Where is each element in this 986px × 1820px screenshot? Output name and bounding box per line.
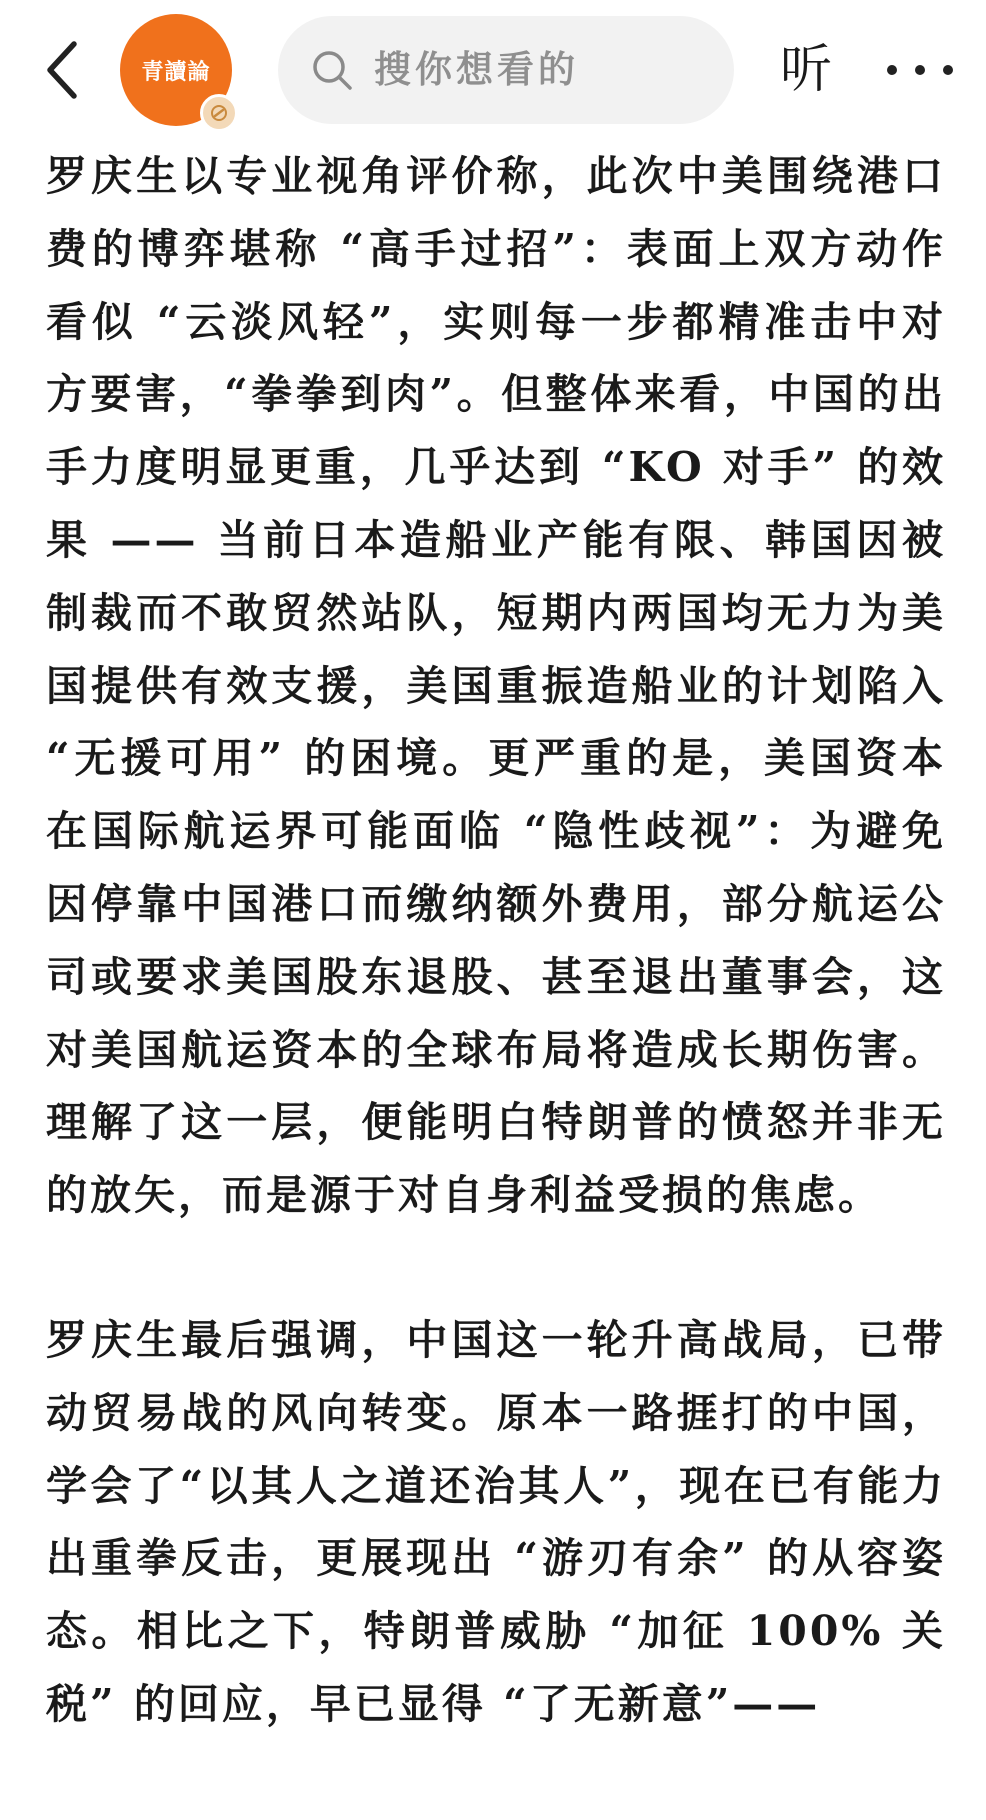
article-body	[46, 140, 946, 1741]
listen-button[interactable]: 听	[780, 40, 833, 100]
search-input[interactable]	[278, 16, 734, 124]
article-paragraph: 罗庆生最后强调，中国这一轮升高战局，已带动贸易战的风向转变。原本一路捱打的中国，学会了“以其人之道还治其人”，现在已有能力出重拳反击，更展现出 “游刃有余” 的从容姿态。相比之下，特朗普威胁 “加征 100% 关税” 的回应，早已显得 “了无新意”——	[46, 1315, 946, 1728]
top-bar	[0, 0, 986, 140]
avatar-logo-text: 青讀論	[141, 58, 211, 85]
article-paragraph: 罗庆生以专业视角评价称，此次中美围绕港口费的博弈堪称 “高手过招”：表面上双方动作看似 “云淡风轻”，实则每一步都精准击中对方要害，“拳拳到肉”。但整体来看，中国的出手力度明显更重，几乎达到 “KO 对手” 的效果 —— 当前日本造船业产能有限、韩国因被制裁而不敢贸然站队，短期内两国均无力为美国提供有效支援，美国重振造船业的计划陷入 “无援可用” 的困境。更严重的是，美国资本在国际航运界可能面临 “隐性歧视”：为避免因停靠中国港口而缴纳额外费用，部分航运公司或要求美国股东退股、甚至退出董事会，这对美国航运资本的全球布局将造成长期伤害。理解了这一层，便能明白特朗普的愤怒并非无的放矢，而是源于对自身利益受损的焦虑。	[46, 152, 946, 1220]
chevron-left-icon	[38, 38, 90, 102]
account-avatar[interactable]	[120, 14, 232, 126]
search-placeholder: 搜你想看的	[374, 48, 579, 91]
search-icon	[310, 48, 354, 92]
verified-badge-icon	[200, 94, 238, 132]
paragraph-spacer	[46, 1232, 946, 1304]
more-dots-icon	[878, 48, 962, 92]
more-button[interactable]	[878, 48, 962, 92]
back-button[interactable]	[38, 38, 90, 102]
